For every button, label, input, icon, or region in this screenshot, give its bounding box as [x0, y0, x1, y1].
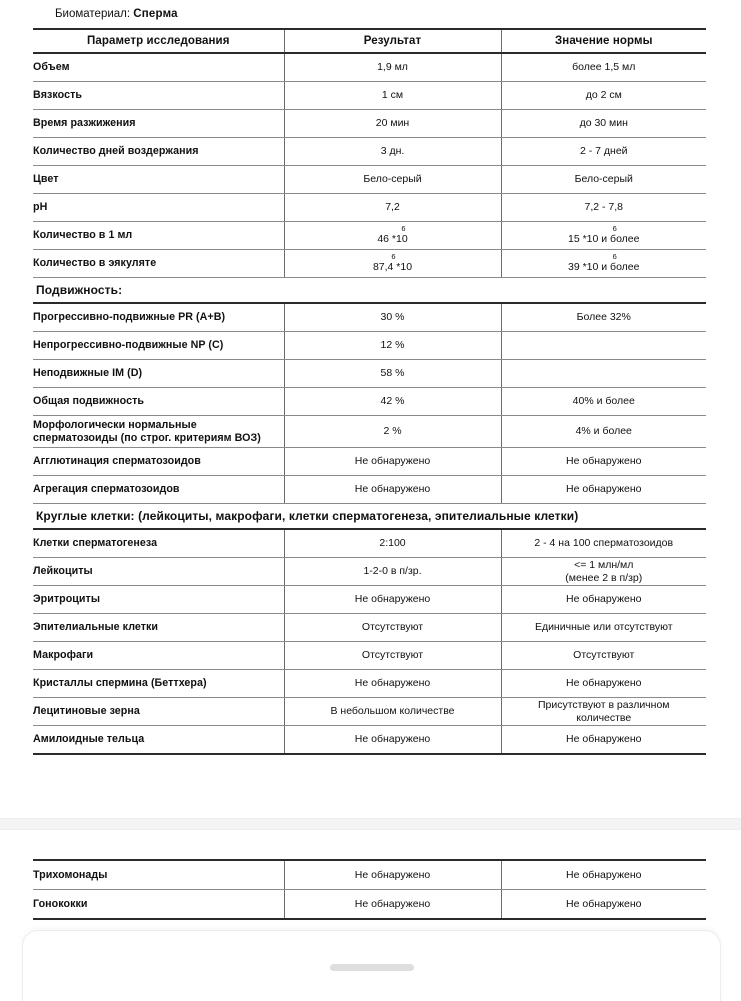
- exponent: 6: [612, 252, 617, 261]
- row-norm: Бело-серый: [501, 166, 706, 194]
- row-parameter: Эритроциты: [33, 586, 284, 614]
- table-row: [33, 558, 706, 586]
- row-parameter: Лецитиновые зерна: [33, 698, 284, 726]
- lab-results-table: [33, 28, 706, 755]
- row-parameter: Объем: [33, 53, 284, 82]
- row-norm: [501, 558, 706, 586]
- section-header-motility: [33, 278, 706, 304]
- biomaterial-value: Сперма: [133, 8, 178, 20]
- row-parameter: Количество в 1 мл: [33, 222, 284, 250]
- header-parameter: Параметр исследования: [33, 29, 284, 53]
- row-result: Бело-серый: [284, 166, 501, 194]
- row-parameter: Клетки сперматогенеза: [33, 529, 284, 558]
- table-row: [33, 416, 706, 448]
- header-norm: Значение нормы: [501, 29, 706, 53]
- row-result: Не обнаружено: [284, 890, 501, 920]
- row-parameter: Кристаллы спермина (Беттхера): [33, 670, 284, 698]
- row-parameter: Непрогрессивно-подвижные NP (C): [33, 332, 284, 360]
- row-parameter: Эпителиальные клетки: [33, 614, 284, 642]
- row-parameter: Гонококки: [33, 890, 284, 920]
- row-result: 3 дн.: [284, 138, 501, 166]
- biomaterial-line: [55, 7, 178, 21]
- mantissa: 46 *10: [377, 233, 408, 245]
- row-norm: [501, 360, 706, 388]
- row-parameter: Морфологически нормальные сперматозоиды (по строг. критериям ВОЗ): [33, 416, 284, 448]
- table-row: [33, 698, 706, 726]
- row-norm: до 30 мин: [501, 110, 706, 138]
- row-norm: Единичные или отсутствуют: [501, 614, 706, 642]
- mantissa: 39 *10 и более: [568, 261, 640, 273]
- section-title: Подвижность:: [33, 278, 706, 304]
- table-row: [33, 53, 706, 82]
- row-result: В небольшом количестве: [284, 698, 501, 726]
- row-parameter: Трихомонады: [33, 860, 284, 890]
- row-result: Не обнаружено: [284, 726, 501, 755]
- table-header-row: [33, 29, 706, 53]
- row-result: 1-2-0 в п/зр.: [284, 558, 501, 586]
- row-result: Не обнаружено: [284, 670, 501, 698]
- row-norm: [501, 250, 706, 278]
- table-row: [33, 614, 706, 642]
- row-norm: более 1,5 мл: [501, 53, 706, 82]
- table-row: [33, 529, 706, 558]
- table-row: [33, 250, 706, 278]
- table-row: [33, 110, 706, 138]
- exponent: 6: [612, 224, 617, 233]
- row-norm: Не обнаружено: [501, 890, 706, 920]
- row-parameter: Амилоидные тельца: [33, 726, 284, 755]
- row-result: Не обнаружено: [284, 448, 501, 476]
- exponent: 6: [401, 224, 406, 233]
- table-row: [33, 726, 706, 755]
- row-result: 7,2: [284, 194, 501, 222]
- row-result: 2 %: [284, 416, 501, 448]
- row-parameter: Лейкоциты: [33, 558, 284, 586]
- mantissa: 15 *10 и более: [568, 233, 640, 245]
- row-parameter: Макрофаги: [33, 642, 284, 670]
- table-row: [33, 194, 706, 222]
- table-row: [33, 890, 706, 920]
- row-norm: 2 - 4 на 100 сперматозоидов: [501, 529, 706, 558]
- row-parameter: Цвет: [33, 166, 284, 194]
- row-norm: Не обнаружено: [501, 586, 706, 614]
- row-norm: [501, 332, 706, 360]
- multiline-value: Присутствуют в различном количестве: [537, 698, 670, 724]
- lab-results-table-continued: [33, 859, 706, 920]
- table-body-tail: [33, 860, 706, 919]
- row-parameter: Вязкость: [33, 82, 284, 110]
- row-parameter: Прогрессивно-подвижные PR (A+B): [33, 303, 284, 332]
- row-parameter: Агрегация сперматозоидов: [33, 476, 284, 504]
- row-result: Отсутствуют: [284, 642, 501, 670]
- row-norm: Более 32%: [501, 303, 706, 332]
- row-parameter: Неподвижные IM (D): [33, 360, 284, 388]
- row-parameter: Агглютинация сперматозоидов: [33, 448, 284, 476]
- row-result: 20 мин: [284, 110, 501, 138]
- table-row: [33, 360, 706, 388]
- row-result: Не обнаружено: [284, 476, 501, 504]
- row-result: [284, 222, 501, 250]
- header-result: Результат: [284, 29, 501, 53]
- table-body-main: [33, 53, 706, 754]
- row-result: 1,9 мл: [284, 53, 501, 82]
- table-row: [33, 166, 706, 194]
- row-result: Отсутствуют: [284, 614, 501, 642]
- multiline-value: <= 1 млн/мл (менее 2 в п/зр): [565, 558, 643, 584]
- scientific-value: [568, 253, 640, 273]
- row-norm: Не обнаружено: [501, 670, 706, 698]
- section-header-round-cells: [33, 504, 706, 530]
- table-row: [33, 82, 706, 110]
- row-norm: до 2 см: [501, 82, 706, 110]
- table-row: [33, 642, 706, 670]
- sheet-drag-handle[interactable]: [330, 964, 414, 971]
- row-result: 30 %: [284, 303, 501, 332]
- table-row: [33, 860, 706, 890]
- row-norm: Не обнаружено: [501, 448, 706, 476]
- row-norm: Не обнаружено: [501, 860, 706, 890]
- exponent: 6: [391, 252, 396, 261]
- scientific-value: [373, 253, 412, 273]
- row-norm: 40% и более: [501, 388, 706, 416]
- row-parameter: Общая подвижность: [33, 388, 284, 416]
- row-result: 2:100: [284, 529, 501, 558]
- row-result: Не обнаружено: [284, 860, 501, 890]
- table-row: [33, 138, 706, 166]
- row-norm: Отсутствуют: [501, 642, 706, 670]
- row-result: 58 %: [284, 360, 501, 388]
- scientific-value: [568, 225, 640, 245]
- scientific-value: [377, 225, 407, 245]
- table-row: [33, 303, 706, 332]
- biomaterial-label: Биоматериал:: [55, 8, 131, 20]
- row-norm: [501, 222, 706, 250]
- table-row: [33, 332, 706, 360]
- row-result: 42 %: [284, 388, 501, 416]
- table-row: [33, 670, 706, 698]
- bottom-sheet-panel[interactable]: [22, 930, 721, 1001]
- row-result: Не обнаружено: [284, 586, 501, 614]
- table-row: [33, 586, 706, 614]
- row-norm: Не обнаружено: [501, 476, 706, 504]
- table-row: [33, 448, 706, 476]
- table-row: [33, 388, 706, 416]
- row-result: 12 %: [284, 332, 501, 360]
- row-parameter: Количество в эякуляте: [33, 250, 284, 278]
- row-result: [284, 250, 501, 278]
- row-result: 1 см: [284, 82, 501, 110]
- mantissa: 87,4 *10: [372, 261, 413, 273]
- section-title: Круглые клетки: (лейкоциты, макрофаги, клетки сперматогенеза, эпителиальные клетки): [33, 504, 706, 530]
- row-parameter: pH: [33, 194, 284, 222]
- row-norm: [501, 698, 706, 726]
- page-break-separator: [0, 818, 741, 830]
- row-parameter: Количество дней воздержания: [33, 138, 284, 166]
- row-norm: 7,2 - 7,8: [501, 194, 706, 222]
- row-parameter: Время разжижения: [33, 110, 284, 138]
- row-norm: 4% и более: [501, 416, 706, 448]
- row-norm: Не обнаружено: [501, 726, 706, 755]
- row-norm: 2 - 7 дней: [501, 138, 706, 166]
- table-row: [33, 476, 706, 504]
- table-row: [33, 222, 706, 250]
